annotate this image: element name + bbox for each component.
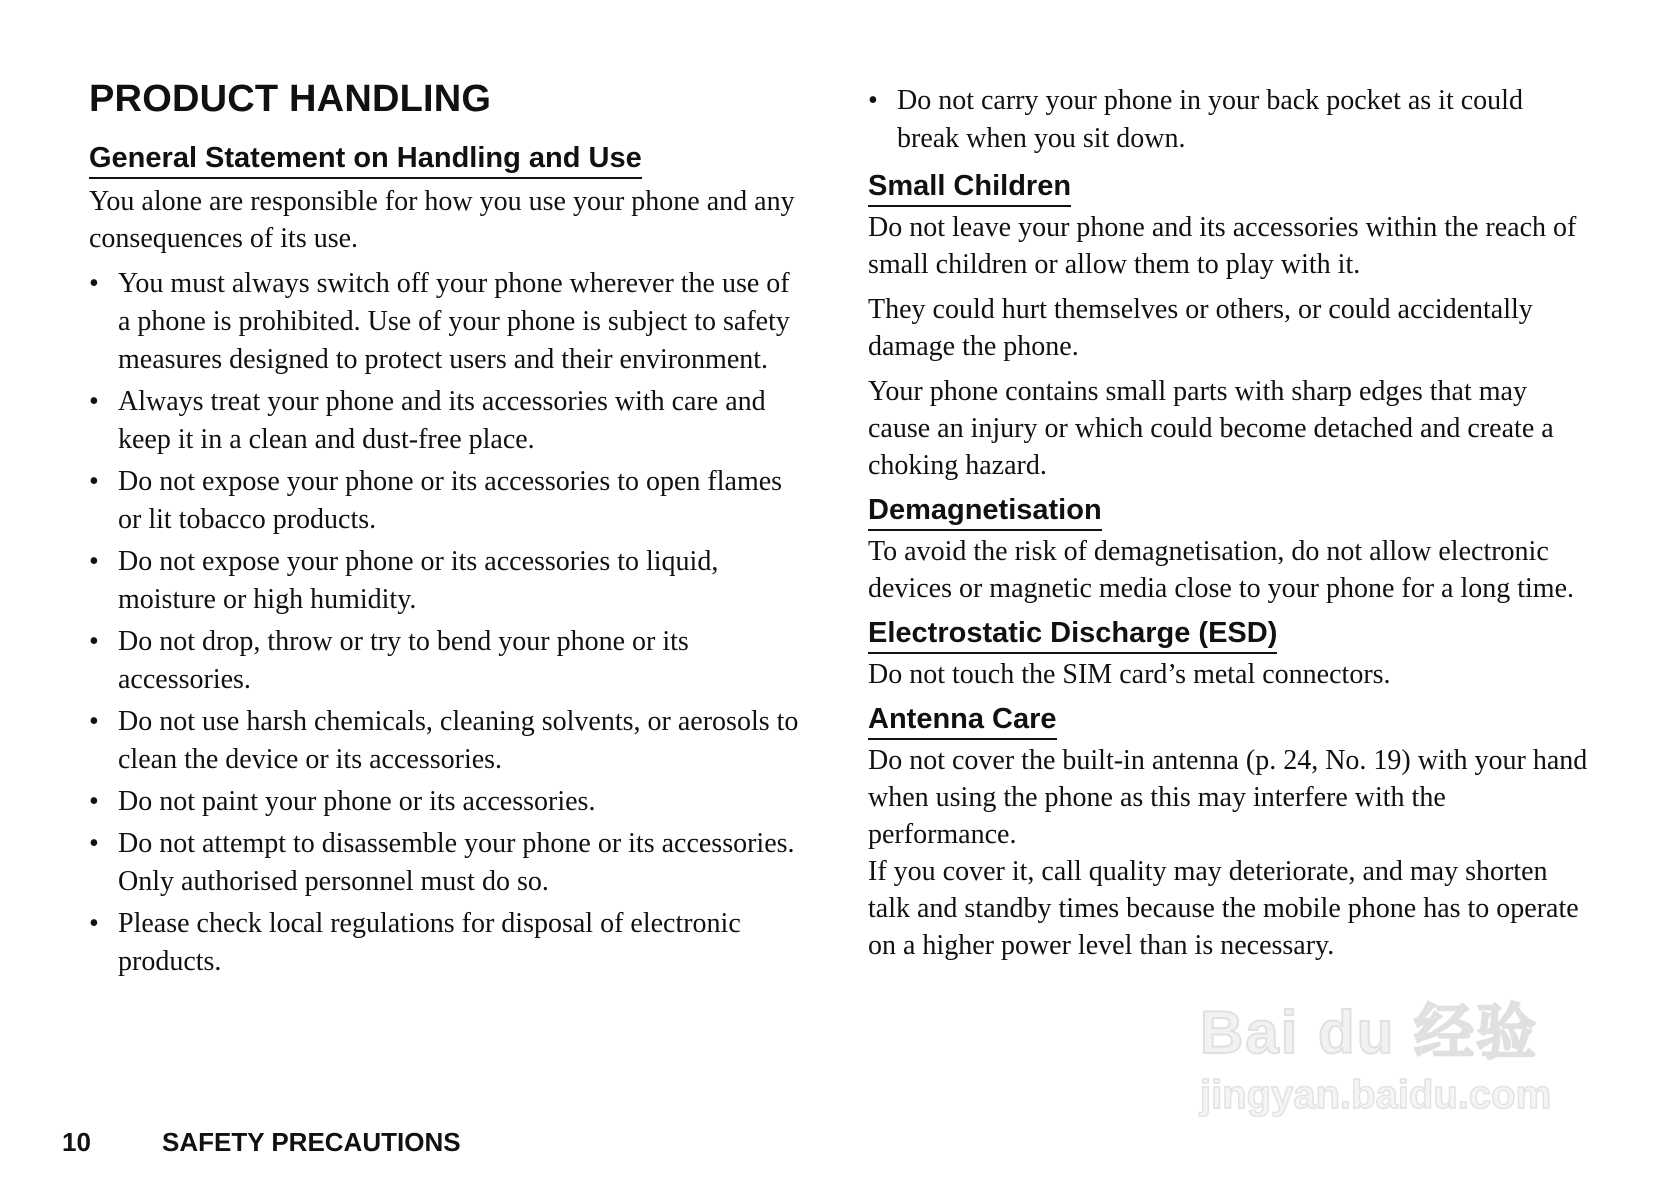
page-footer xyxy=(62,1127,461,1158)
antenna-text-1: Do not cover the built-in antenna (p. 24, No. 19) with your hand when using the phone as this may interfere with the performance. xyxy=(868,745,1588,850)
section-demagnetisation xyxy=(868,492,1590,607)
section-esd xyxy=(868,615,1590,693)
list-item: • Do not attempt to disassemble your phone or its accessories. Only authorised personnel must do so. xyxy=(89,825,801,901)
section-heading-demagnetisation: Demagnetisation xyxy=(868,492,1102,531)
bullet-icon: • xyxy=(89,546,99,577)
general-intro: You alone are responsible for how you use your phone and any consequences of its use. xyxy=(89,186,795,254)
list-item: • Do not expose your phone or its accessories to liquid, moisture or high humidity. xyxy=(89,543,801,619)
small-children-para-1: Do not leave your phone and its accessories within the reach of small children or allow them to play with it. xyxy=(868,212,1577,280)
list-item: • Do not paint your phone or its accessories. xyxy=(89,783,801,821)
section-heading-general: General Statement on Handling and Use xyxy=(89,140,642,179)
antenna-text-2: If you cover it, call quality may deteriorate, and may shorten talk and standby times because the mobile phone has to operate on a higher power level than is necessary. xyxy=(868,856,1579,961)
watermark-url: jingyan.baidu.com xyxy=(1200,1073,1552,1117)
list-item: • Please check local regulations for disposal of electronic products. xyxy=(89,905,801,981)
bullet-icon: • xyxy=(89,268,99,299)
section-heading-esd: Electrostatic Discharge (ESD) xyxy=(868,615,1277,654)
bullet-icon: • xyxy=(89,828,99,859)
bullet-icon: • xyxy=(89,626,99,657)
bullet-icon: • xyxy=(89,706,99,737)
page-title: PRODUCT HANDLING xyxy=(89,78,492,120)
section-heading-small-children: Small Children xyxy=(868,168,1071,207)
esd-text: Do not touch the SIM card’s metal connectors. xyxy=(868,659,1391,690)
baidu-logo: Bai du 经验 xyxy=(1200,999,1539,1066)
right-column xyxy=(868,82,1590,972)
list-item: • Do not drop, throw or try to bend your phone or its accessories. xyxy=(89,623,801,699)
list-item: • Do not carry your phone in your back pocket as it could break when you sit down. xyxy=(868,82,1590,158)
bullet-icon: • xyxy=(89,466,99,497)
list-item: • You must always switch off your phone wherever the use of a phone is prohibited. Use of your phone is subject to safety measures designed to protect users and their environment. xyxy=(89,265,801,379)
bullet-icon: • xyxy=(89,908,99,939)
list-item: • Do not expose your phone or its accessories to open flames or lit tobacco products. xyxy=(89,463,801,539)
list-item: • Always treat your phone and its accessories with care and keep it in a clean and dust-free place. xyxy=(89,383,801,459)
section-heading-antenna-care: Antenna Care xyxy=(868,701,1057,740)
pocket-bullet-list xyxy=(868,82,1590,158)
section-small-children xyxy=(868,168,1590,484)
bullet-icon: • xyxy=(89,786,99,817)
baidu-watermark xyxy=(1200,985,1600,1125)
small-children-para-2: They could hurt themselves or others, or could accidentally damage the phone. xyxy=(868,294,1533,362)
small-children-para-3: Your phone contains small parts with sharp edges that may cause an injury or which could become detached and create a choking hazard. xyxy=(868,376,1554,481)
footer-section-title: SAFETY PRECAUTIONS xyxy=(162,1127,461,1157)
demagnetisation-text: To avoid the risk of demagnetisation, do not allow electronic devices or magnetic media close to your phone for a long time. xyxy=(868,536,1575,604)
section-general-handling xyxy=(89,140,801,985)
handling-bullet-list xyxy=(89,265,801,981)
bullet-icon: • xyxy=(89,386,99,417)
bullet-icon: • xyxy=(868,85,878,116)
list-item: • Do not use harsh chemicals, cleaning solvents, or aerosols to clean the device or its accessories. xyxy=(89,703,801,779)
page-number: 10 xyxy=(62,1127,91,1157)
section-antenna-care xyxy=(868,701,1590,964)
